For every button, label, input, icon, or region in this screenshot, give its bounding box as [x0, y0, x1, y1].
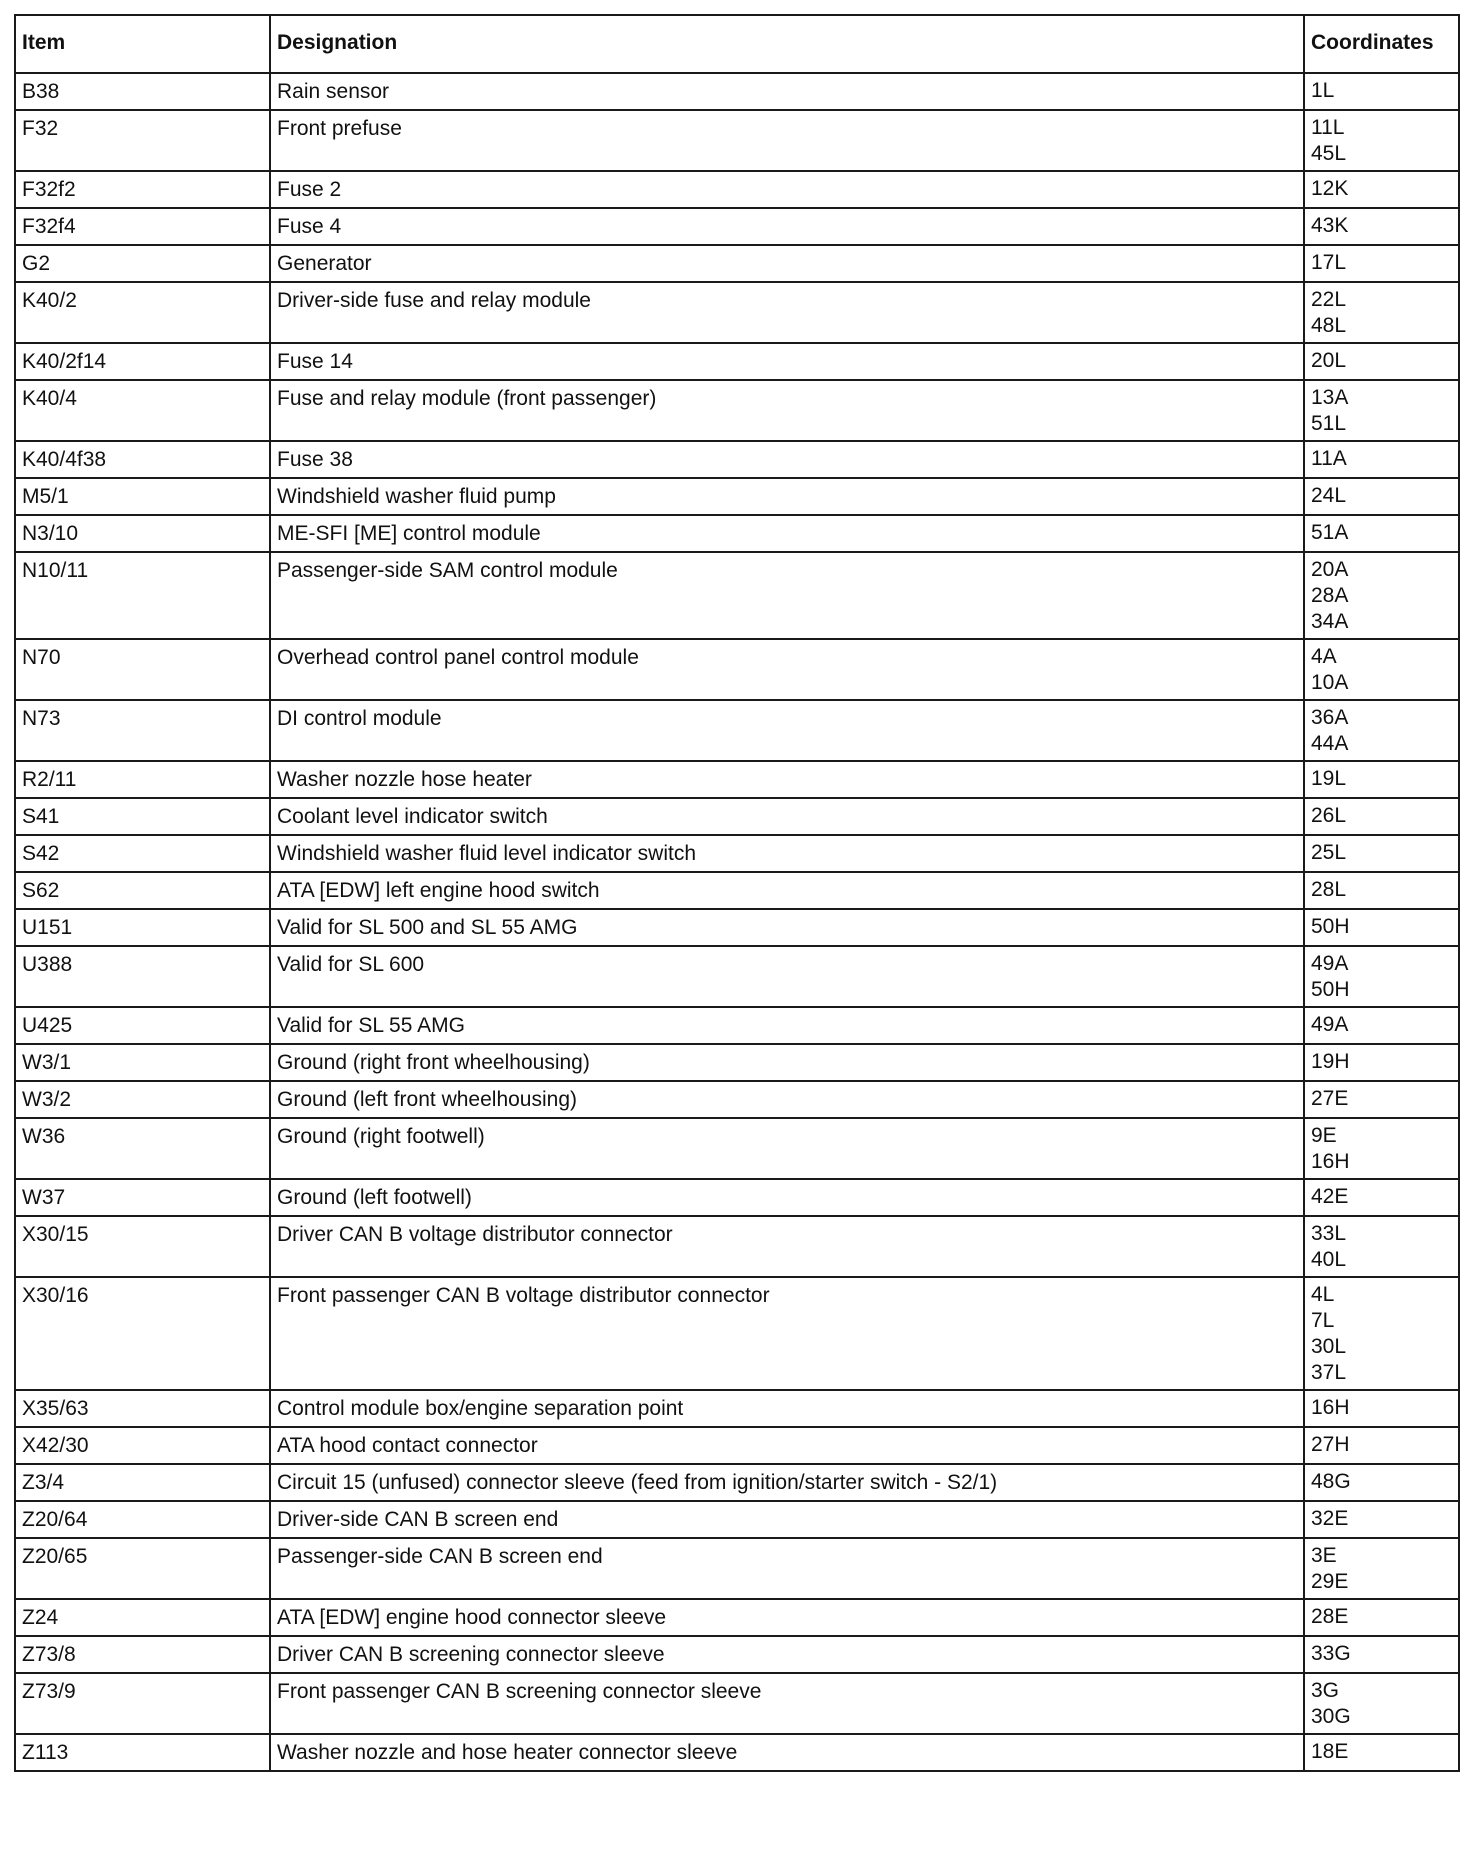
coordinate-value: 28L [1311, 878, 1347, 901]
designation-cell: Valid for SL 500 and SL 55 AMG [270, 909, 1304, 946]
coordinates-cell [1304, 208, 1459, 245]
table-row [15, 515, 1459, 552]
table-row [15, 110, 1459, 171]
coordinate-value: 36A [1311, 706, 1349, 729]
coordinates-cell [1304, 639, 1459, 700]
table-row [15, 909, 1459, 946]
item-code-cell: Z73/9 [15, 1673, 270, 1734]
designation-cell: Coolant level indicator switch [270, 798, 1304, 835]
item-code-cell: K40/2 [15, 282, 270, 343]
designation-cell: Driver-side fuse and relay module [270, 282, 1304, 343]
coordinate-value: 1L [1311, 79, 1335, 102]
table-row [15, 1216, 1459, 1277]
coordinate-value: 30L [1311, 1335, 1347, 1358]
designation-cell: Rain sensor [270, 73, 1304, 110]
table-row [15, 1427, 1459, 1464]
item-code-cell: S41 [15, 798, 270, 835]
coordinate-value: 48G [1311, 1470, 1351, 1493]
coordinates-cell [1304, 1277, 1459, 1390]
coordinate-value: 51L [1311, 412, 1347, 435]
designation-cell: Passenger-side CAN B screen end [270, 1538, 1304, 1599]
table-row [15, 872, 1459, 909]
table-row [15, 761, 1459, 798]
coordinate-value: 17L [1311, 251, 1347, 274]
designation-cell: Driver CAN B screening connector sleeve [270, 1636, 1304, 1673]
item-code-cell: X35/63 [15, 1390, 270, 1427]
coordinate-value: 10A [1311, 671, 1349, 694]
coordinate-value: 42E [1311, 1185, 1349, 1208]
table-header-row [15, 15, 1459, 73]
coordinate-value: 28A [1311, 584, 1349, 607]
table-row [15, 1044, 1459, 1081]
header-item: Item [15, 15, 270, 73]
coordinates-cell [1304, 478, 1459, 515]
coordinates-cell [1304, 1464, 1459, 1501]
designation-cell: Front prefuse [270, 110, 1304, 171]
item-code-cell: U388 [15, 946, 270, 1007]
coordinates-cell [1304, 1673, 1459, 1734]
coordinates-cell [1304, 73, 1459, 110]
coordinate-value: 9E [1311, 1124, 1337, 1147]
item-code-cell: B38 [15, 73, 270, 110]
item-code-cell: R2/11 [15, 761, 270, 798]
coordinate-value: 34A [1311, 610, 1349, 633]
coordinates-cell [1304, 343, 1459, 380]
item-code-cell: S62 [15, 872, 270, 909]
coordinates-cell [1304, 380, 1459, 441]
coordinate-value: 30G [1311, 1705, 1351, 1728]
item-code-cell: K40/2f14 [15, 343, 270, 380]
coordinate-value: 27H [1311, 1433, 1350, 1456]
table-row [15, 282, 1459, 343]
item-code-cell: X30/16 [15, 1277, 270, 1390]
item-code-cell: K40/4f38 [15, 441, 270, 478]
table-row [15, 1179, 1459, 1216]
coordinate-value: 26L [1311, 804, 1347, 827]
item-code-cell: N3/10 [15, 515, 270, 552]
coordinates-cell [1304, 1118, 1459, 1179]
table-row [15, 700, 1459, 761]
table-row [15, 245, 1459, 282]
coordinates-cell [1304, 835, 1459, 872]
table-row [15, 946, 1459, 1007]
designation-cell: Fuse 38 [270, 441, 1304, 478]
designation-cell: Fuse and relay module (front passenger) [270, 380, 1304, 441]
table-row [15, 380, 1459, 441]
designation-cell: DI control module [270, 700, 1304, 761]
designation-cell: ATA [EDW] left engine hood switch [270, 872, 1304, 909]
coordinate-value: 16H [1311, 1396, 1350, 1419]
item-code-cell: N73 [15, 700, 270, 761]
table-row [15, 1599, 1459, 1636]
header-coordinates: Coordinates [1304, 15, 1459, 73]
designation-cell: Generator [270, 245, 1304, 282]
coordinate-value: 44A [1311, 732, 1349, 755]
coordinate-value: 24L [1311, 484, 1347, 507]
designation-cell: Fuse 14 [270, 343, 1304, 380]
table-row [15, 478, 1459, 515]
table-row [15, 1538, 1459, 1599]
table-row [15, 639, 1459, 700]
coordinates-cell [1304, 1390, 1459, 1427]
coordinate-value: 27E [1311, 1087, 1349, 1110]
designation-cell: Front passenger CAN B voltage distributor connector [270, 1277, 1304, 1390]
coordinates-cell [1304, 700, 1459, 761]
table-row [15, 1277, 1459, 1390]
table-row [15, 1673, 1459, 1734]
coordinate-value: 32E [1311, 1507, 1349, 1530]
item-code-cell: U151 [15, 909, 270, 946]
coordinate-value: 3G [1311, 1679, 1340, 1702]
coordinates-cell [1304, 552, 1459, 639]
coordinate-value: 48L [1311, 314, 1347, 337]
designation-cell: Ground (left front wheelhousing) [270, 1081, 1304, 1118]
designation-cell: Ground (right front wheelhousing) [270, 1044, 1304, 1081]
designation-cell: Control module box/engine separation point [270, 1390, 1304, 1427]
coordinates-cell [1304, 1007, 1459, 1044]
coordinates-cell [1304, 798, 1459, 835]
designation-cell: Driver-side CAN B screen end [270, 1501, 1304, 1538]
coordinate-value: 4L [1311, 1283, 1335, 1306]
item-code-cell: X42/30 [15, 1427, 270, 1464]
component-legend-table [14, 14, 1460, 1772]
coordinate-value: 22L [1311, 288, 1347, 311]
coordinate-value: 20L [1311, 349, 1347, 372]
coordinate-value: 13A [1311, 386, 1349, 409]
designation-cell: Overhead control panel control module [270, 639, 1304, 700]
coordinates-cell [1304, 909, 1459, 946]
designation-cell: Valid for SL 55 AMG [270, 1007, 1304, 1044]
coordinate-value: 51A [1311, 521, 1349, 544]
coordinate-value: 43K [1311, 214, 1349, 237]
table-row [15, 798, 1459, 835]
coordinate-value: 16H [1311, 1150, 1350, 1173]
item-code-cell: Z20/64 [15, 1501, 270, 1538]
coordinates-cell [1304, 1427, 1459, 1464]
item-code-cell: F32f4 [15, 208, 270, 245]
item-code-cell: M5/1 [15, 478, 270, 515]
coordinates-cell [1304, 1081, 1459, 1118]
designation-cell: Passenger-side SAM control module [270, 552, 1304, 639]
coordinate-value: 11L [1311, 116, 1345, 139]
coordinate-value: 33L [1311, 1222, 1347, 1245]
table-row [15, 552, 1459, 639]
designation-cell: Washer nozzle hose heater [270, 761, 1304, 798]
coordinate-value: 40L [1311, 1248, 1347, 1271]
designation-cell: ATA hood contact connector [270, 1427, 1304, 1464]
designation-cell: Windshield washer fluid pump [270, 478, 1304, 515]
coordinates-cell [1304, 946, 1459, 1007]
coordinate-value: 49A [1311, 1013, 1349, 1036]
coordinate-value: 12K [1311, 177, 1349, 200]
coordinates-cell [1304, 245, 1459, 282]
coordinate-value: 50H [1311, 978, 1350, 1001]
coordinates-cell [1304, 872, 1459, 909]
item-code-cell: N70 [15, 639, 270, 700]
coordinate-value: 28E [1311, 1605, 1349, 1628]
table-row [15, 1390, 1459, 1427]
coordinate-value: 3E [1311, 1544, 1337, 1567]
item-code-cell: Z24 [15, 1599, 270, 1636]
coordinate-value: 45L [1311, 142, 1347, 165]
item-code-cell: U425 [15, 1007, 270, 1044]
designation-cell: Washer nozzle and hose heater connector sleeve [270, 1734, 1304, 1771]
coordinates-cell [1304, 515, 1459, 552]
coordinate-value: 33G [1311, 1642, 1351, 1665]
coordinate-value: 19L [1311, 767, 1347, 790]
table-row [15, 73, 1459, 110]
designation-cell: Circuit 15 (unfused) connector sleeve (feed from ignition/starter switch - S2/1) [270, 1464, 1304, 1501]
designation-cell: Fuse 4 [270, 208, 1304, 245]
item-code-cell: F32f2 [15, 171, 270, 208]
item-code-cell: W36 [15, 1118, 270, 1179]
designation-cell: Fuse 2 [270, 171, 1304, 208]
coordinates-cell [1304, 171, 1459, 208]
coordinate-value: 4A [1311, 645, 1337, 668]
coordinate-value: 29E [1311, 1570, 1349, 1593]
item-code-cell: K40/4 [15, 380, 270, 441]
designation-cell: Ground (left footwell) [270, 1179, 1304, 1216]
table-row [15, 1081, 1459, 1118]
coordinates-cell [1304, 1734, 1459, 1771]
coordinate-value: 7L [1311, 1309, 1335, 1332]
table-row [15, 441, 1459, 478]
coordinate-value: 25L [1311, 841, 1347, 864]
table-row [15, 835, 1459, 872]
coordinates-cell [1304, 1044, 1459, 1081]
item-code-cell: X30/15 [15, 1216, 270, 1277]
item-code-cell: Z20/65 [15, 1538, 270, 1599]
table-body [15, 73, 1459, 1771]
coordinate-value: 11A [1311, 447, 1347, 470]
table-row [15, 343, 1459, 380]
coordinates-cell [1304, 1501, 1459, 1538]
item-code-cell: Z3/4 [15, 1464, 270, 1501]
coordinates-cell [1304, 1636, 1459, 1673]
coordinate-value: 50H [1311, 915, 1350, 938]
coordinate-value: 19H [1311, 1050, 1350, 1073]
coordinates-cell [1304, 1538, 1459, 1599]
coordinate-value: 37L [1311, 1361, 1347, 1384]
coordinate-value: 20A [1311, 558, 1349, 581]
table-row [15, 1734, 1459, 1771]
coordinate-value: 49A [1311, 952, 1349, 975]
coordinates-cell [1304, 761, 1459, 798]
designation-cell: Driver CAN B voltage distributor connector [270, 1216, 1304, 1277]
coordinates-cell [1304, 441, 1459, 478]
coordinate-value: 18E [1311, 1740, 1349, 1763]
designation-cell: Ground (right footwell) [270, 1118, 1304, 1179]
item-code-cell: Z113 [15, 1734, 270, 1771]
item-code-cell: W3/1 [15, 1044, 270, 1081]
table-row [15, 1007, 1459, 1044]
item-code-cell: W37 [15, 1179, 270, 1216]
table-row [15, 1636, 1459, 1673]
designation-cell: Valid for SL 600 [270, 946, 1304, 1007]
legend-sheet [14, 14, 1458, 1772]
coordinates-cell [1304, 1179, 1459, 1216]
table-row [15, 171, 1459, 208]
designation-cell: ATA [EDW] engine hood connector sleeve [270, 1599, 1304, 1636]
item-code-cell: N10/11 [15, 552, 270, 639]
item-code-cell: S42 [15, 835, 270, 872]
coordinates-cell [1304, 1599, 1459, 1636]
item-code-cell: G2 [15, 245, 270, 282]
header-designation: Designation [270, 15, 1304, 73]
coordinates-cell [1304, 110, 1459, 171]
table-row [15, 1118, 1459, 1179]
item-code-cell: F32 [15, 110, 270, 171]
designation-cell: Front passenger CAN B screening connector sleeve [270, 1673, 1304, 1734]
item-code-cell: Z73/8 [15, 1636, 270, 1673]
table-row [15, 208, 1459, 245]
item-code-cell: W3/2 [15, 1081, 270, 1118]
designation-cell: ME-SFI [ME] control module [270, 515, 1304, 552]
table-row [15, 1501, 1459, 1538]
table-row [15, 1464, 1459, 1501]
designation-cell: Windshield washer fluid level indicator switch [270, 835, 1304, 872]
coordinates-cell [1304, 282, 1459, 343]
coordinates-cell [1304, 1216, 1459, 1277]
